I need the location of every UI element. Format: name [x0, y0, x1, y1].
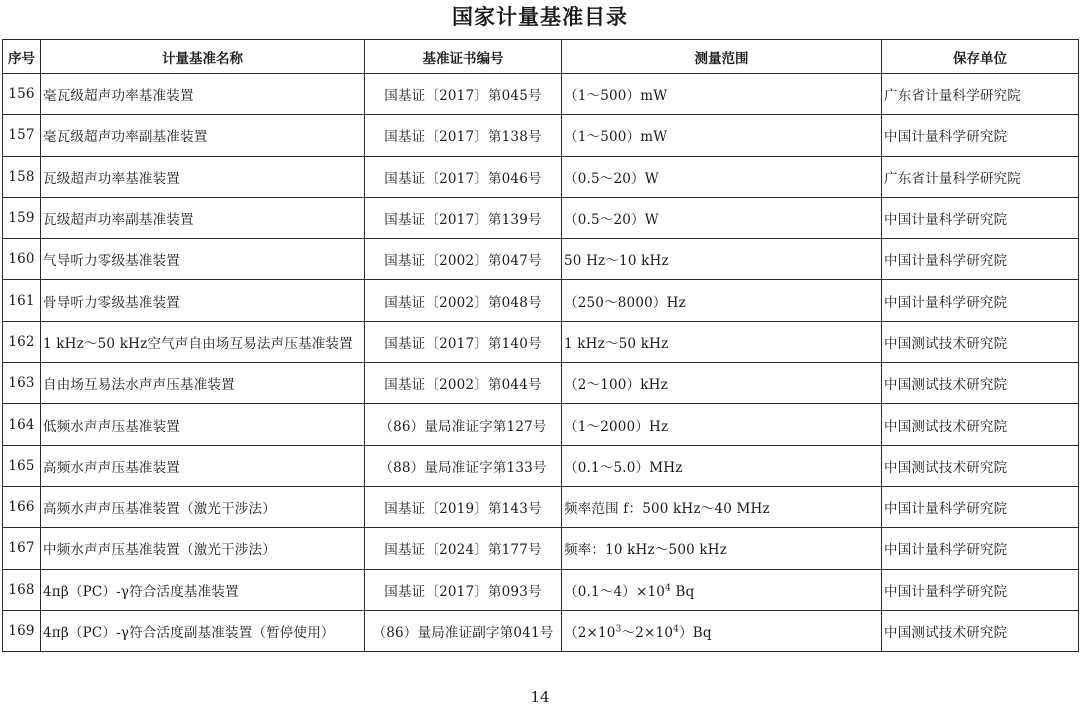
column-header-range: 测量范围	[562, 40, 882, 74]
cell-no: 167	[3, 528, 41, 569]
cell-range: （0.5～20）W	[562, 156, 882, 197]
cell-unit: 中国计量科学研究院	[882, 280, 1079, 321]
cell-unit: 广东省计量科学研究院	[882, 156, 1079, 197]
cell-no: 169	[3, 610, 41, 651]
table-row	[3, 528, 1079, 569]
cell-cert: 国基证〔2019〕第143号	[365, 486, 562, 527]
cell-no: 163	[3, 363, 41, 404]
table-row	[3, 610, 1079, 651]
range-exponent: 4	[673, 624, 680, 635]
table-row	[3, 239, 1079, 280]
table-row	[3, 156, 1079, 197]
cell-cert: 国基证〔2017〕第139号	[365, 197, 562, 238]
cell-cert: 国基证〔2017〕第046号	[365, 156, 562, 197]
cell-unit: 中国测试技术研究院	[882, 321, 1079, 362]
cell-range: （1～500）mW	[562, 115, 882, 156]
cell-no: 158	[3, 156, 41, 197]
cell-range: （0.1～5.0）MHz	[562, 445, 882, 486]
cell-no: 161	[3, 280, 41, 321]
cell-unit: 中国计量科学研究院	[882, 239, 1079, 280]
range-text: ）Bq	[679, 625, 712, 641]
page-number: 14	[530, 688, 550, 706]
cell-name: 毫瓦级超声功率基准装置	[41, 74, 365, 115]
cell-cert: 国基证〔2002〕第048号	[365, 280, 562, 321]
cell-name: 自由场互易法水声声压基准装置	[41, 363, 365, 404]
cell-name: 高频水声声压基准装置（激光干涉法）	[41, 486, 365, 527]
page-title: 国家计量基准目录	[452, 5, 628, 29]
cell-no: 165	[3, 445, 41, 486]
cell-no: 166	[3, 486, 41, 527]
cell-range: 1 kHz～50 kHz	[562, 321, 882, 362]
table-row	[3, 363, 1079, 404]
table-row	[3, 74, 1079, 115]
cell-unit: 中国计量科学研究院	[882, 569, 1079, 610]
cell-cert: 国基证〔2017〕第093号	[365, 569, 562, 610]
cell-name: 4πβ（PC）-γ符合活度副基准装置（暂停使用）	[41, 610, 365, 651]
column-header-unit: 保存单位	[882, 40, 1079, 74]
cell-cert: （88）量局准证字第133号	[365, 445, 562, 486]
table-row	[3, 445, 1079, 486]
cell-range: （1～500）mW	[562, 74, 882, 115]
column-header-name: 计量基准名称	[41, 40, 365, 74]
table-row	[3, 321, 1079, 362]
cell-unit: 中国计量科学研究院	[882, 115, 1079, 156]
cell-unit: 中国计量科学研究院	[882, 197, 1079, 238]
column-header-cert: 基准证书编号	[365, 40, 562, 74]
cell-cert: 国基证〔2002〕第044号	[365, 363, 562, 404]
cell-name: 4πβ（PC）-γ符合活度基准装置	[41, 569, 365, 610]
cell-name: 高频水声声压基准装置	[41, 445, 365, 486]
cell-range: （1～2000）Hz	[562, 404, 882, 445]
cell-range: 频率：10 kHz～500 kHz	[562, 528, 882, 569]
cell-cert: 国基证〔2024〕第177号	[365, 528, 562, 569]
cell-cert: 国基证〔2002〕第047号	[365, 239, 562, 280]
cell-range: （0.5～20）W	[562, 197, 882, 238]
cell-name: 1 kHz～50 kHz空气声自由场互易法声压基准装置	[41, 321, 365, 362]
cell-range	[562, 569, 882, 610]
cell-name: 低频水声声压基准装置	[41, 404, 365, 445]
cell-cert: （86）量局准证字第127号	[365, 404, 562, 445]
cell-range	[562, 610, 882, 651]
cell-name: 骨导听力零级基准装置	[41, 280, 365, 321]
cell-cert: 国基证〔2017〕第045号	[365, 74, 562, 115]
range-text: （0.1～4）×10	[564, 583, 666, 600]
cell-name: 瓦级超声功率副基准装置	[41, 197, 365, 238]
table-row	[3, 404, 1079, 445]
cell-name: 中频水声声压基准装置（激光干涉法）	[41, 528, 365, 569]
cell-range: （2～100）kHz	[562, 363, 882, 404]
cell-unit: 中国测试技术研究院	[882, 610, 1079, 651]
cell-range: 50 Hz～10 kHz	[562, 239, 882, 280]
range-text: （2×10	[564, 625, 616, 641]
cell-name: 毫瓦级超声功率副基准装置	[41, 115, 365, 156]
cell-unit: 中国测试技术研究院	[882, 445, 1079, 486]
cell-no: 164	[3, 404, 41, 445]
catalog-table	[2, 39, 1079, 652]
cell-no: 162	[3, 321, 41, 362]
table-header-row	[3, 40, 1079, 74]
table-row	[3, 115, 1079, 156]
range-exponent: 3	[615, 624, 622, 635]
cell-cert: （86）量局准证副字第041号	[365, 610, 562, 651]
cell-unit: 中国测试技术研究院	[882, 363, 1079, 404]
cell-unit: 中国计量科学研究院	[882, 528, 1079, 569]
column-header-no: 序号	[3, 40, 41, 74]
table-row	[3, 486, 1079, 527]
cell-cert: 国基证〔2017〕第140号	[365, 321, 562, 362]
cell-no: 159	[3, 197, 41, 238]
cell-range: 频率范围 f：500 kHz～40 MHz	[562, 486, 882, 527]
range-text: ～2×10	[621, 625, 674, 641]
table-row	[3, 197, 1079, 238]
cell-no: 160	[3, 239, 41, 280]
range-text: Bq	[671, 583, 695, 600]
cell-no: 156	[3, 74, 41, 115]
table-row	[3, 569, 1079, 610]
cell-name: 瓦级超声功率基准装置	[41, 156, 365, 197]
cell-no: 157	[3, 115, 41, 156]
cell-unit: 广东省计量科学研究院	[882, 74, 1079, 115]
cell-range: （250～8000）Hz	[562, 280, 882, 321]
cell-cert: 国基证〔2017〕第138号	[365, 115, 562, 156]
cell-unit: 中国计量科学研究院	[882, 486, 1079, 527]
cell-name: 气导听力零级基准装置	[41, 239, 365, 280]
cell-no: 168	[3, 569, 41, 610]
range-exponent: 4	[665, 583, 671, 594]
cell-unit: 中国测试技术研究院	[882, 404, 1079, 445]
table-row	[3, 280, 1079, 321]
